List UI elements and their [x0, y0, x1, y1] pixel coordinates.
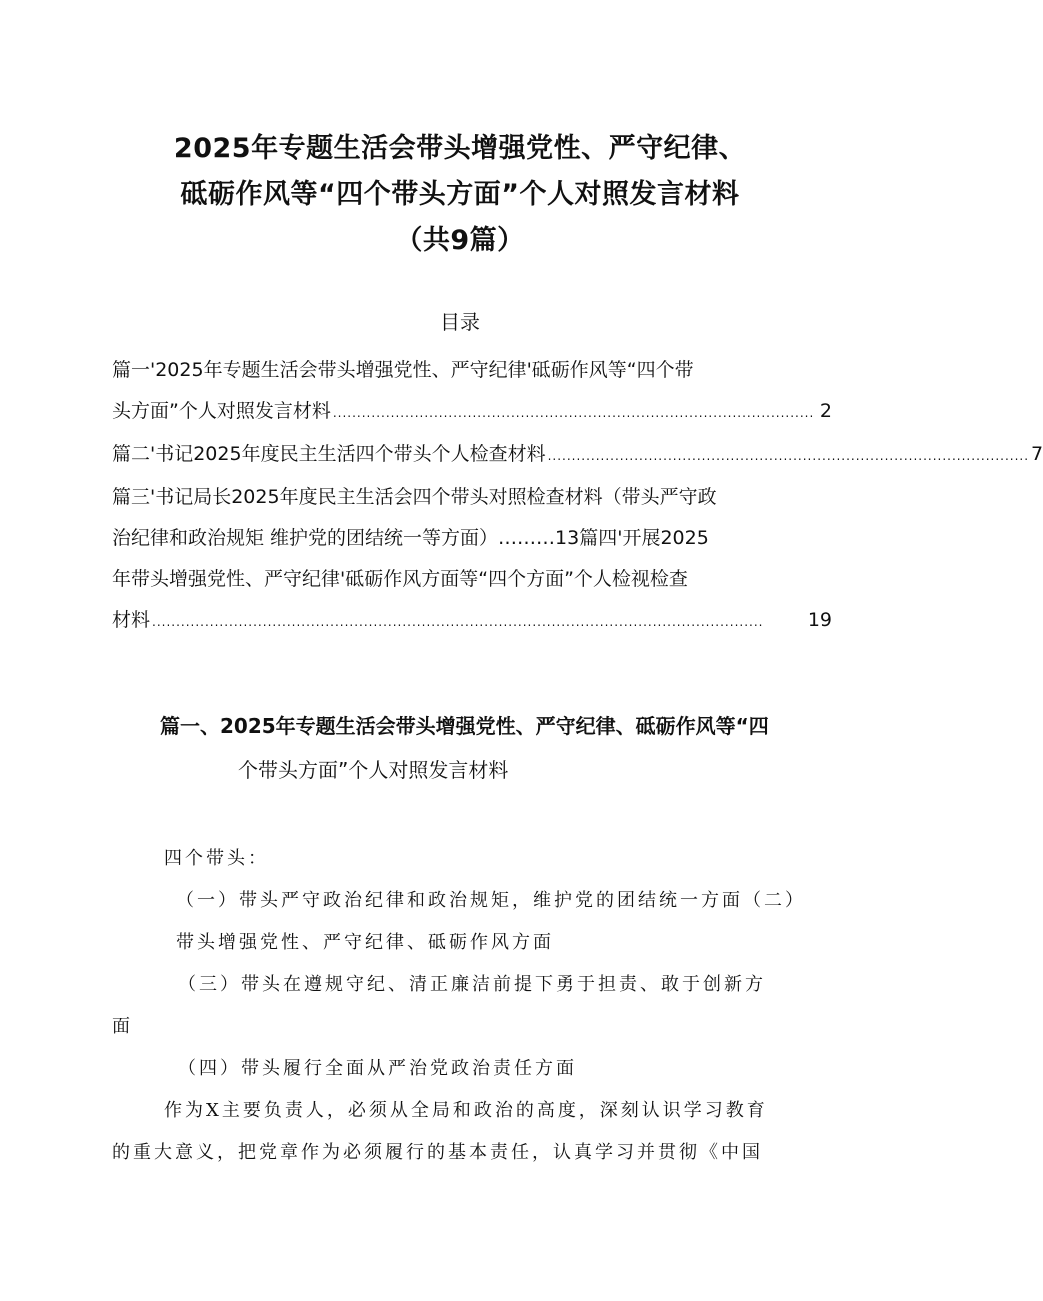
title-line-1: 2025年专题生活会带头增强党性、严守纪律、	[173, 133, 747, 164]
paragraph-four-leads: 四个带头：	[164, 848, 269, 869]
section-title-line-2: 个带头方面”个人对照发言材料	[238, 758, 509, 782]
toc-entry-text: 材料	[112, 609, 151, 631]
toc-line-5: 治纪律和政治规矩 维护党的团结统一等方面）………13篇四'开展2025	[112, 527, 709, 549]
toc-page-number: 2	[819, 400, 832, 422]
toc-line-4: 篇三'书记局长2025年度民主生活会四个带头对照检查材料（带头严守政	[112, 486, 717, 508]
title-line-3: （共9篇）	[395, 225, 525, 256]
section-title-line-1: 篇一、2025年专题生活会带头增强党性、严守纪律、砥砺作风等“四	[160, 714, 769, 738]
toc-line-6: 年带头增强党性、严守纪律'砥砺作风方面等“四个方面”个人检视检查	[112, 568, 688, 590]
title-line-2: 砥砺作风等“四个带头方面”个人对照发言材料	[180, 179, 740, 210]
paragraph-main-cont: 的重大意义，把党章作为必须履行的基本责任，认真学习并贯彻《中国	[112, 1142, 763, 1163]
paragraph-item-1-2: （一）带头严守政治纪律和政治规矩，维护党的团结统一方面（二）	[176, 890, 806, 911]
table-of-contents	[112, 350, 1043, 643]
paragraph-item-3: （三）带头在遵规守纪、清正廉洁前提下勇于担责、敢于创新方	[178, 974, 766, 995]
toc-entry-text: 篇二'书记2025年度民主生活四个带头个人检查材料	[112, 443, 546, 465]
document-title	[80, 126, 840, 264]
toc-heading: 目录	[440, 310, 480, 334]
toc-entry-text: 头方面”个人对照发言材料	[112, 400, 331, 422]
toc-leader-dots: ...............................................................................................................................	[152, 615, 764, 629]
toc-entry-1-end	[112, 391, 832, 434]
toc-leader-dots: ....................................................................................................	[332, 406, 815, 420]
toc-line-1: 篇一'2025年专题生活会带头增强党性、严守纪律'砥砺作风等“四个带	[112, 359, 694, 381]
paragraph-item-1-2-cont: 带头增强党性、严守纪律、砥砺作风方面	[176, 932, 554, 953]
toc-page-number: 7	[1031, 443, 1043, 465]
toc-leader-dots: ....................................................................................................	[547, 449, 1030, 463]
paragraph-item-4: （四）带头履行全面从严治党政治责任方面	[178, 1058, 577, 1079]
toc-entry-2	[112, 434, 1043, 477]
toc-entry-4-end	[112, 600, 832, 643]
section-title	[160, 704, 840, 792]
paragraph-item-3-cont: 面	[112, 1016, 133, 1037]
paragraph-main: 作为X主要负责人，必须从全局和政治的高度，深刻认识学习教育	[164, 1100, 768, 1121]
toc-page-number: 19	[807, 609, 832, 631]
body-text	[112, 838, 832, 1174]
